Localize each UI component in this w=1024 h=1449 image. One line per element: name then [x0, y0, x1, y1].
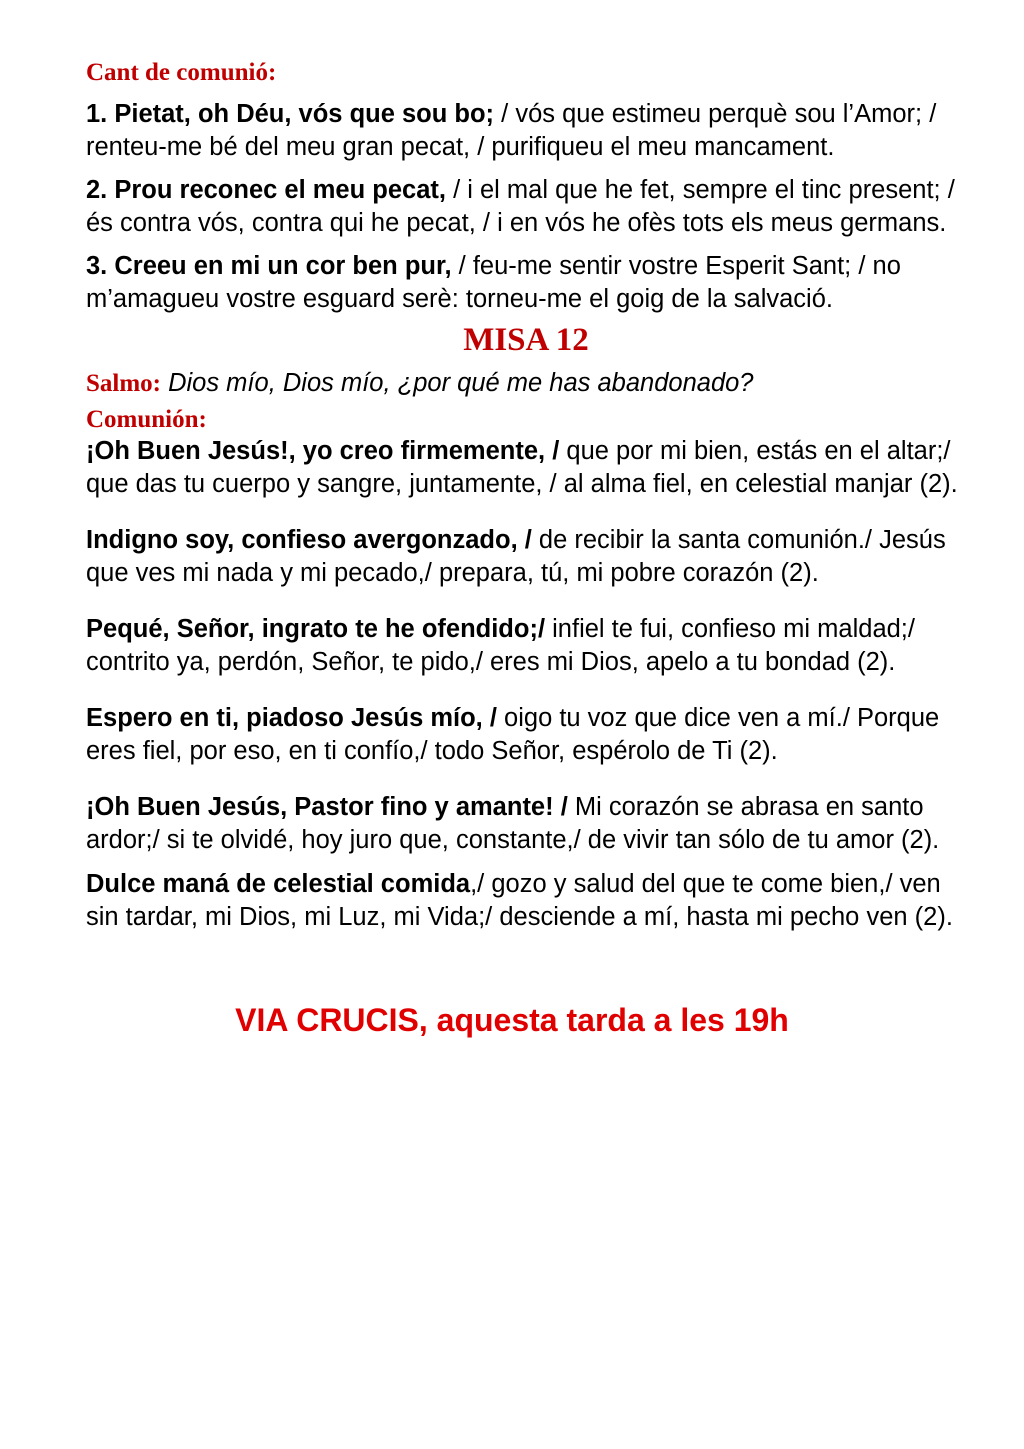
verse-text: infiel te fui, confieso mi maldad;/ contrito ya, perdón, Señor, te pido,/ eres mi Dios, apelo a tu bondad (2). — [86, 615, 915, 676]
verse-text: / feu-me sentir vostre Esperit Sant; / no m’amagueu vostre esguard serè: torneu-me el goig de la salvació. — [86, 252, 901, 313]
document-page — [86, 56, 966, 934]
verse-bold: 1. Pietat, oh Déu, vós que sou bo; — [86, 100, 495, 128]
cant-verse-2 — [86, 174, 966, 240]
verse-bold: 2. Prou reconec el meu pecat, — [86, 176, 446, 204]
misa-title: MISA 12 — [463, 322, 589, 358]
verse-text: / i el mal que he fet, sempre el tinc present; / és contra vós, contra qui he pecat, / i en vós he ofès tots els meus germans. — [86, 176, 955, 237]
salmo-label: Salmo: — [86, 370, 161, 397]
verse-bold: Dulce maná de celestial comida — [86, 870, 471, 898]
verse-text: / vós que estimeu perquè sou l’Amor; / renteu-me bé del meu gran pecat, / purifiqueu el meu mancament. — [86, 100, 937, 161]
verse-text: que por mi bien, estás en el altar;/ que das tu cuerpo y sangre, juntamente, / al alma fiel, en celestial manjar (2). — [86, 437, 958, 498]
comunion-verse-5 — [86, 791, 966, 857]
salmo-line — [86, 366, 966, 401]
via-crucis-announcement: VIA CRUCIS, aquesta tarda a les 19h — [235, 1002, 789, 1038]
salmo-text: Dios mío, Dios mío, ¿por qué me has abandonado? — [161, 369, 754, 397]
verse-text: Mi corazón se abrasa en santo ardor;/ si te olvidé, hoy juro que, constante,/ de vivir tan sólo de tu amor (2). — [86, 793, 940, 854]
verse-bold: ¡Oh Buen Jesús, Pastor fino y amante! / — [86, 793, 568, 821]
verse-bold: Espero en ti, piadoso Jesús mío, / — [86, 704, 497, 732]
verse-bold: Pequé, Señor, ingrato te he ofendido;/ — [86, 615, 546, 643]
comunion-verse-2 — [86, 524, 966, 590]
comunion-verse-1 — [86, 435, 966, 501]
comunion-verse-4 — [86, 702, 966, 768]
verse-bold: ¡Oh Buen Jesús!, yo creo firmemente, / — [86, 437, 560, 465]
cant-verse-1 — [86, 98, 966, 164]
comunion-heading: Comunión: — [86, 406, 207, 433]
verse-text: oigo tu voz que dice ven a mí./ Porque eres fiel, por eso, en ti confío,/ todo Señor, espérolo de Ti (2). — [86, 704, 940, 765]
verse-bold: Indigno soy, confieso avergonzado, / — [86, 526, 532, 554]
cant-verse-3 — [86, 250, 966, 316]
comunion-verse-3 — [86, 613, 966, 679]
verse-bold: 3. Creeu en mi un cor ben pur, — [86, 252, 452, 280]
verse-text: de recibir la santa comunión./ Jesús que ves mi nada y mi pecado,/ prepara, tú, mi pobre corazón (2). — [86, 526, 946, 587]
comunion-verse-6 — [86, 868, 966, 934]
verse-text: ,/ gozo y salud del que te come bien,/ ven sin tardar, mi Dios, mi Luz, mi Vida;/ desciende a mí, hasta mi pecho ven (2). — [86, 870, 953, 931]
cant-heading: Cant de comunió: — [86, 59, 277, 86]
